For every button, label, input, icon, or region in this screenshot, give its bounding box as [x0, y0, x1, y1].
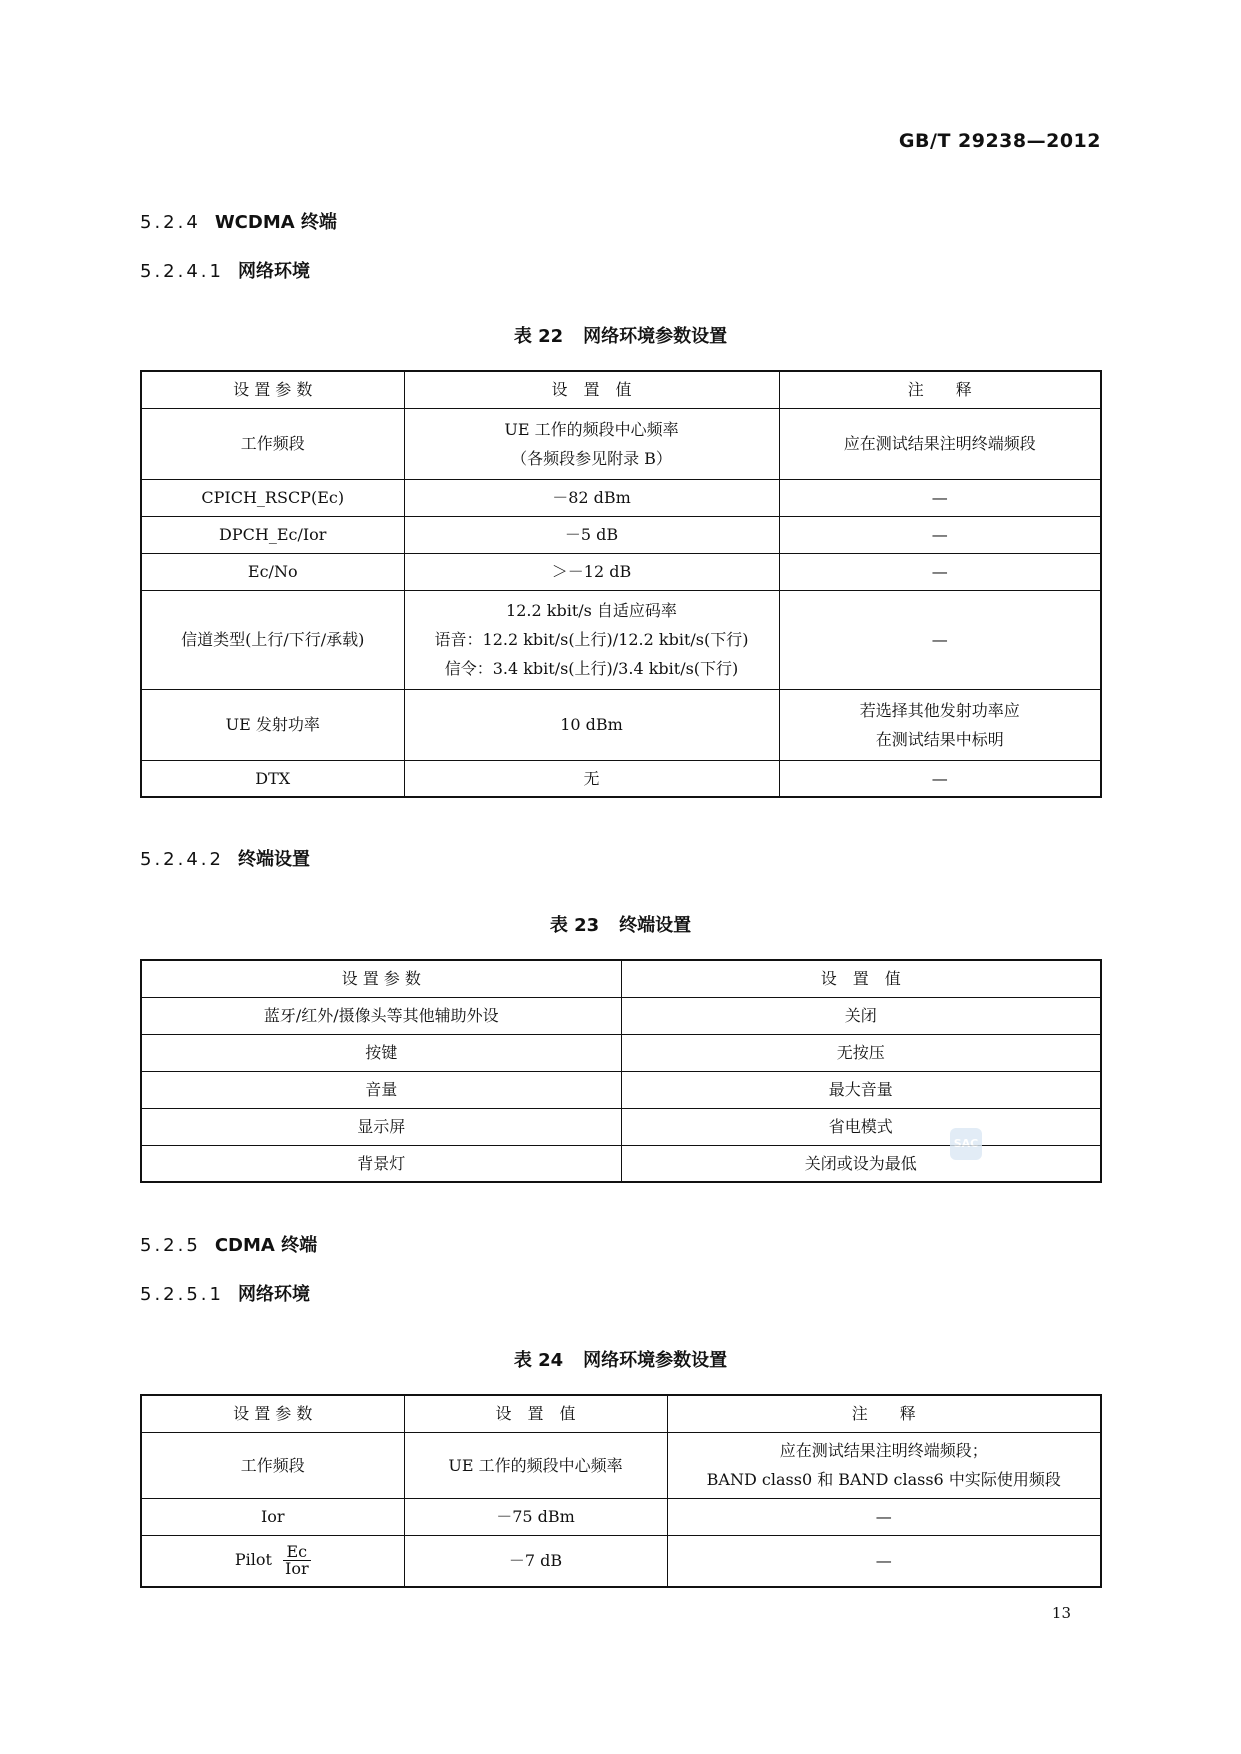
param-cell: 工作频段	[141, 1432, 404, 1498]
fraction-numerator: Ec	[283, 1544, 311, 1561]
header-cell: 设 置 值	[404, 1395, 667, 1432]
section-heading-5-2-5-1	[140, 1280, 310, 1306]
section-heading-5-2-4-2	[140, 845, 310, 871]
value-cell: －7 dB	[404, 1535, 667, 1587]
table-header-row	[141, 1395, 1101, 1432]
value-line: ＞－12 dB	[551, 562, 632, 581]
note-line: —	[931, 562, 948, 581]
table-header-row	[141, 371, 1101, 408]
value-cell: 关闭	[621, 997, 1101, 1034]
note-line: 在测试结果中标明	[875, 729, 1004, 749]
sac-watermark-logo: SAC	[950, 1128, 982, 1160]
header-cell: 设 置 值	[621, 960, 1101, 997]
param-cell: 背景灯	[141, 1145, 621, 1182]
table-row	[141, 760, 1101, 797]
value-cell	[404, 689, 779, 760]
table-row	[141, 479, 1101, 516]
table-row	[141, 553, 1101, 590]
header-cell: 设 置 参 数	[141, 960, 621, 997]
table-row	[141, 689, 1101, 760]
table-row	[141, 590, 1101, 689]
note-cell	[779, 590, 1101, 689]
section-number: 5.2.5	[140, 1235, 201, 1256]
section-number: 5.2.4.2	[140, 849, 224, 870]
value-cell: UE 工作的频段中心频率	[404, 1432, 667, 1498]
note-line: 应在测试结果注明终端频段	[843, 434, 1036, 453]
value-cell: 省电模式	[621, 1108, 1101, 1145]
caption-title: 网络环境参数设置	[583, 1350, 728, 1371]
value-cell: 无按压	[621, 1034, 1101, 1071]
note-cell	[667, 1498, 1101, 1535]
caption-number: 表 22	[513, 326, 564, 347]
caption-number: 表 24	[513, 1350, 564, 1371]
note-cell	[779, 408, 1101, 479]
value-cell	[404, 479, 779, 516]
note-cell	[779, 553, 1101, 590]
value-line: 语音：12.2 kbit/s(上行)/12.2 kbit/s(下行)	[434, 630, 749, 649]
table-row	[141, 1498, 1101, 1535]
param-cell: DTX	[141, 760, 404, 797]
caption-number: 表 23	[549, 915, 600, 936]
header-cell: 注 释	[779, 371, 1101, 408]
table-row	[141, 516, 1101, 553]
note-line: —	[931, 488, 948, 507]
header-cell: 设 置 参 数	[141, 1395, 404, 1432]
table-row	[141, 1432, 1101, 1498]
page-number: 13	[1051, 1604, 1071, 1622]
value-cell: 关闭或设为最低	[621, 1145, 1101, 1182]
fraction	[283, 1544, 311, 1577]
value-cell: －75 dBm	[404, 1498, 667, 1535]
value-line: 10 dBm	[560, 715, 623, 734]
section-title: 网络环境	[237, 261, 310, 282]
table-24	[140, 1394, 1102, 1588]
section-title: 网络环境	[237, 1284, 310, 1305]
param-cell: 音量	[141, 1071, 621, 1108]
value-line: 12.2 kbit/s 自适应码率	[506, 601, 677, 620]
value-line: 信令：3.4 kbit/s(上行)/3.4 kbit/s(下行)	[444, 659, 739, 678]
table-row	[141, 997, 1101, 1034]
header-cell: 注 释	[667, 1395, 1101, 1432]
param-cell: 信道类型(上行/下行/承载)	[141, 590, 404, 689]
table-row	[141, 1034, 1101, 1071]
section-heading-5-2-4	[140, 208, 337, 234]
section-title: CDMA 终端	[214, 1235, 318, 1256]
note-cell	[779, 760, 1101, 797]
note-line: —	[931, 630, 948, 649]
section-number: 5.2.5.1	[140, 1284, 224, 1305]
caption-title: 终端设置	[619, 915, 692, 936]
table-row	[141, 1071, 1101, 1108]
section-heading-5-2-4-1	[140, 257, 310, 283]
table-23-caption	[0, 911, 1241, 937]
standard-number: GB/T 29238—2012	[898, 130, 1101, 152]
note-line: —	[875, 1507, 892, 1526]
param-cell: 按键	[141, 1034, 621, 1071]
header-cell: 设 置 值	[404, 371, 779, 408]
param-cell	[141, 1535, 404, 1587]
section-title: 终端设置	[237, 849, 310, 870]
note-cell	[779, 479, 1101, 516]
table-header-row	[141, 960, 1101, 997]
section-heading-5-2-5	[140, 1231, 317, 1257]
table-22	[140, 370, 1102, 798]
fraction-denominator: Ior	[285, 1559, 309, 1579]
param-cell: UE 发射功率	[141, 689, 404, 760]
value-cell: 最大音量	[621, 1071, 1101, 1108]
table-row	[141, 408, 1101, 479]
value-cell	[404, 408, 779, 479]
note-cell	[779, 516, 1101, 553]
note-line: —	[931, 525, 948, 544]
value-cell	[404, 760, 779, 797]
note-line: 应在测试结果注明终端频段；	[779, 1441, 988, 1460]
param-cell: Ec/No	[141, 553, 404, 590]
note-line: —	[931, 768, 948, 788]
section-number: 5.2.4.1	[140, 261, 224, 282]
note-line: BAND class0 和 BAND class6 中实际使用频段	[706, 1470, 1061, 1489]
note-line: 若选择其他发射功率应	[859, 700, 1020, 720]
table-row	[141, 1535, 1101, 1587]
header-cell: 设 置 参 数	[141, 371, 404, 408]
table-22-caption	[0, 322, 1241, 348]
section-number: 5.2.4	[140, 212, 201, 233]
value-cell	[404, 553, 779, 590]
value-cell	[404, 590, 779, 689]
value-cell	[404, 516, 779, 553]
param-cell: 蓝牙/红外/摄像头等其他辅助外设	[141, 997, 621, 1034]
note-cell	[779, 689, 1101, 760]
pilot-label: Pilot	[234, 1550, 272, 1570]
param-cell: 工作频段	[141, 408, 404, 479]
value-line: UE 工作的频段中心频率	[504, 419, 679, 439]
caption-title: 网络环境参数设置	[583, 326, 728, 347]
value-line: －5 dB	[564, 525, 619, 544]
note-cell	[667, 1432, 1101, 1498]
param-cell: CPICH_RSCP(Ec)	[141, 479, 404, 516]
value-line: （各频段参见附录 B）	[511, 448, 672, 468]
value-line: 无	[583, 768, 600, 788]
param-cell: Ior	[141, 1498, 404, 1535]
note-cell: —	[667, 1535, 1101, 1587]
param-cell: DPCH_Ec/Ior	[141, 516, 404, 553]
param-cell: 显示屏	[141, 1108, 621, 1145]
table-24-caption	[0, 1346, 1241, 1372]
value-line: －82 dBm	[552, 488, 631, 507]
section-title: WCDMA 终端	[214, 212, 337, 233]
